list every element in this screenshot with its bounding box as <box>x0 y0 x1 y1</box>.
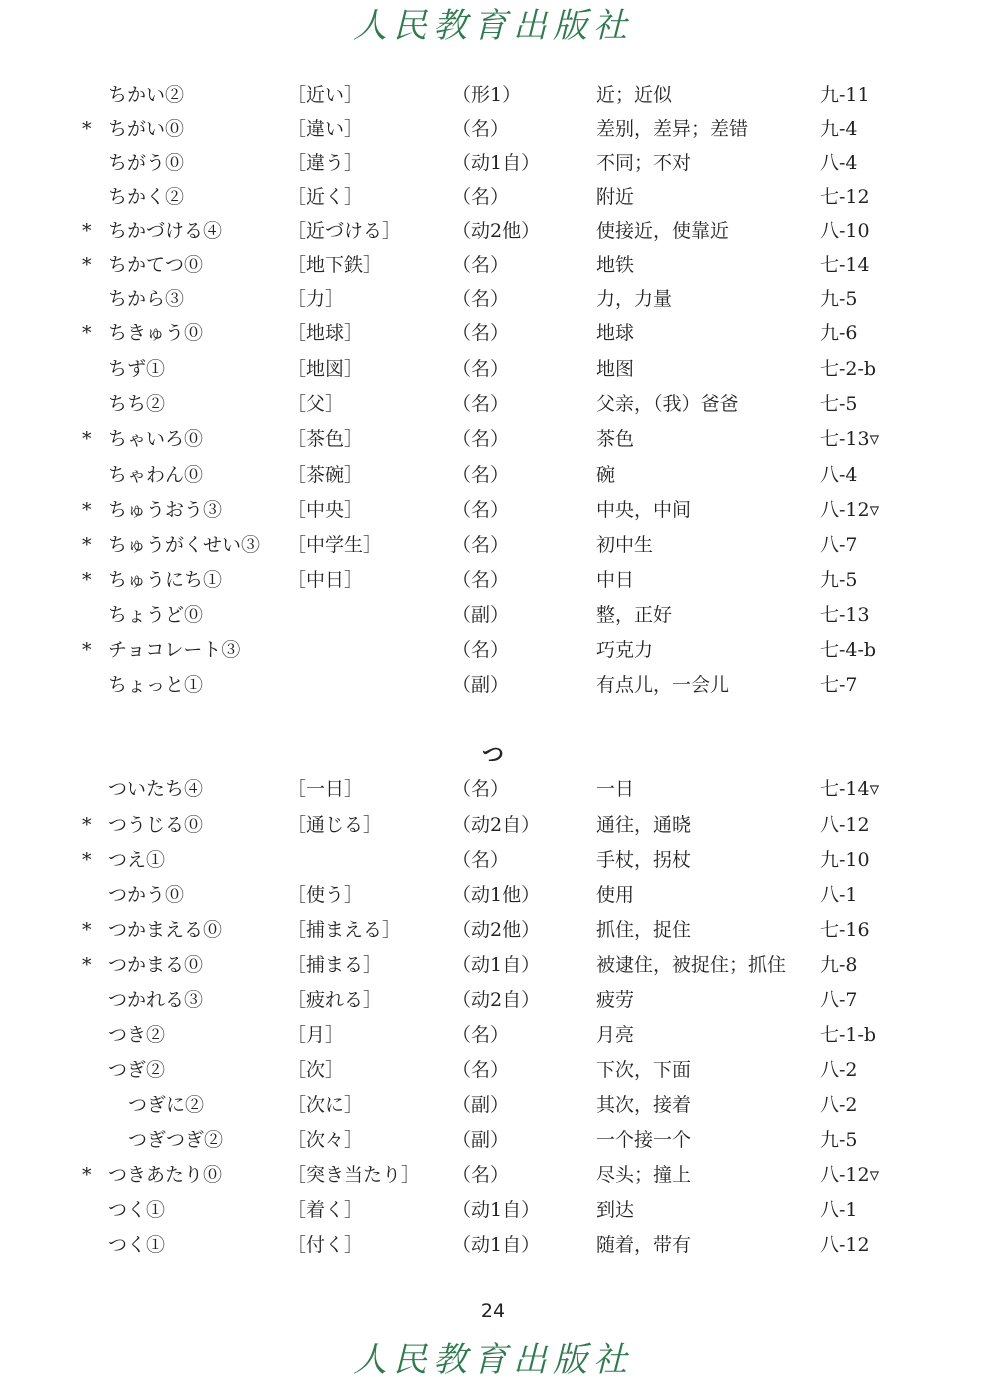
entry-word: ついたち④ <box>108 778 204 800</box>
entry-lesson-ref: 八-4 <box>820 464 858 486</box>
publisher-logo-top: 人民教育出版社 <box>353 6 633 46</box>
entry-part-of-speech: （名） <box>452 1059 510 1081</box>
entry-part-of-speech: （副） <box>452 1129 510 1151</box>
vocab-entry <box>0 843 986 877</box>
entry-part-of-speech: （名） <box>452 499 510 521</box>
entry-word: ちょっと① <box>108 674 204 696</box>
entry-lesson-ref: 八-1 <box>820 884 858 906</box>
entry-word: ちょうど⓪ <box>108 604 204 626</box>
entry-meaning: 差别，差异；差错 <box>596 118 749 140</box>
entry-word: ちず① <box>108 358 166 380</box>
entry-kanji: ［近づける］ <box>287 220 402 242</box>
entry-kanji: ［中学生］ <box>287 534 383 556</box>
entry-meaning: 地铁 <box>596 254 635 276</box>
entry-word: つぎ② <box>108 1059 166 1081</box>
entry-lesson-ref: 九-5 <box>820 569 858 591</box>
entry-meaning: 到达 <box>596 1199 635 1221</box>
entry-meaning: 整，正好 <box>596 604 673 626</box>
entry-meaning: 月亮 <box>596 1024 635 1046</box>
entry-meaning: 父亲，（我）爸爸 <box>596 393 739 415</box>
entry-lesson-ref: 九-4 <box>820 118 858 140</box>
entry-kanji: ［父］ <box>287 393 345 415</box>
vocab-entry <box>0 352 986 386</box>
entry-part-of-speech: （名） <box>452 186 510 208</box>
vocab-entry <box>0 282 986 316</box>
entry-lesson-ref: 九-5 <box>820 1129 858 1151</box>
vocab-entry <box>0 808 986 842</box>
vocab-entry <box>0 493 986 527</box>
entry-word: ちゅうにち① <box>108 569 223 591</box>
entry-meaning: 其次，接着 <box>596 1094 692 1116</box>
vocab-entry <box>0 528 986 562</box>
entry-meaning: 一个接一个 <box>596 1129 692 1151</box>
vocab-entry <box>0 387 986 421</box>
entry-lesson-ref: 七-14 <box>820 254 870 276</box>
entry-lesson-ref: 八-7 <box>820 989 858 1011</box>
vocab-entry <box>0 180 986 214</box>
entry-meaning: 尽头；撞上 <box>596 1164 692 1186</box>
entry-word: ちがい⓪ <box>108 118 185 140</box>
entry-part-of-speech: （副） <box>452 604 510 626</box>
entry-meaning: 抓住，捉住 <box>596 919 692 941</box>
vocab-entry <box>0 1123 986 1157</box>
entry-lesson-ref: 八-7 <box>820 534 858 556</box>
entry-part-of-speech: （名） <box>452 569 510 591</box>
entry-kanji: ［捕まえる］ <box>287 919 402 941</box>
vocab-entry <box>0 458 986 492</box>
entry-lesson-ref: 九-6 <box>820 322 858 344</box>
entry-part-of-speech: （名） <box>452 288 510 310</box>
vocab-entry <box>0 1158 986 1192</box>
entry-kanji: ［茶色］ <box>287 428 364 450</box>
entry-lesson-ref: 七-14▿ <box>820 778 880 800</box>
entry-kanji: ［使う］ <box>287 884 364 906</box>
page-number: 24 <box>480 1300 506 1322</box>
entry-kanji: ［通じる］ <box>287 814 383 836</box>
entry-part-of-speech: （动2自） <box>452 814 541 836</box>
entry-kanji: ［次々］ <box>287 1129 364 1151</box>
entry-lesson-ref: 七-13 <box>820 604 870 626</box>
vocab-entry <box>0 1018 986 1052</box>
entry-lesson-ref: 七-7 <box>820 674 858 696</box>
entry-word: つえ① <box>108 849 166 871</box>
vocab-entry <box>0 1228 986 1262</box>
entry-kanji: ［地球］ <box>287 322 364 344</box>
vocab-entry <box>0 112 986 146</box>
entry-lesson-ref: 八-12▿ <box>820 1164 880 1186</box>
entry-part-of-speech: （名） <box>452 849 510 871</box>
entry-part-of-speech: （名） <box>452 534 510 556</box>
entry-kanji: ［近い］ <box>287 84 364 106</box>
vocab-entry <box>0 78 986 112</box>
entry-part-of-speech: （名） <box>452 393 510 415</box>
star-marker: * <box>82 569 92 591</box>
entry-meaning: 碗 <box>596 464 616 486</box>
entry-lesson-ref: 七-2-b <box>820 358 877 380</box>
entry-lesson-ref: 八-2 <box>820 1059 858 1081</box>
entry-kanji: ［違う］ <box>287 152 364 174</box>
vocab-entry <box>0 1053 986 1087</box>
entry-word: ちから③ <box>108 288 185 310</box>
vocab-entry <box>0 422 986 456</box>
vocab-entry <box>0 146 986 180</box>
entry-word: ちきゅう⓪ <box>108 322 204 344</box>
entry-lesson-ref: 七-12 <box>820 186 870 208</box>
entry-lesson-ref: 九-5 <box>820 288 858 310</box>
star-marker: * <box>82 639 92 661</box>
star-marker: * <box>82 428 92 450</box>
entry-meaning: 一日 <box>596 778 635 800</box>
entry-part-of-speech: （动1自） <box>452 1234 541 1256</box>
entry-word: ちかい② <box>108 84 185 106</box>
entry-meaning: 使用 <box>596 884 635 906</box>
entry-part-of-speech: （副） <box>452 1094 510 1116</box>
entry-meaning: 地球 <box>596 322 635 344</box>
vocab-entry <box>0 248 986 282</box>
entry-lesson-ref: 七-4-b <box>820 639 877 661</box>
star-marker: * <box>82 322 92 344</box>
entry-part-of-speech: （动1自） <box>452 954 541 976</box>
star-marker: * <box>82 118 92 140</box>
entry-word: ちゃわん⓪ <box>108 464 204 486</box>
entry-meaning: 巧克力 <box>596 639 654 661</box>
entry-word: つぎつぎ② <box>128 1129 224 1151</box>
entry-kanji: ［付く］ <box>287 1234 364 1256</box>
entry-part-of-speech: （动1自） <box>452 152 541 174</box>
entry-kanji: ［違い］ <box>287 118 364 140</box>
entry-lesson-ref: 八-12▿ <box>820 499 880 521</box>
entry-meaning: 被逮住，被捉住；抓住 <box>596 954 787 976</box>
entry-word: ちゅうおう③ <box>108 499 223 521</box>
vocab-entry <box>0 878 986 912</box>
vocab-entry <box>0 913 986 947</box>
entry-part-of-speech: （名） <box>452 358 510 380</box>
vocab-entry <box>0 1088 986 1122</box>
publisher-logo-bottom: 人民教育出版社 <box>353 1340 633 1380</box>
entry-meaning: 使接近，使靠近 <box>596 220 730 242</box>
entry-kanji: ［地図］ <box>287 358 364 380</box>
entry-part-of-speech: （副） <box>452 674 510 696</box>
entry-part-of-speech: （名） <box>452 1024 510 1046</box>
vocab-entry <box>0 214 986 248</box>
entry-lesson-ref: 八-1 <box>820 1199 858 1221</box>
entry-kanji: ［着く］ <box>287 1199 364 1221</box>
entry-kanji: ［中日］ <box>287 569 364 591</box>
entry-part-of-speech: （名） <box>452 428 510 450</box>
entry-kanji: ［疲れる］ <box>287 989 383 1011</box>
entry-meaning: 通往，通晓 <box>596 814 692 836</box>
entry-meaning: 力，力量 <box>596 288 673 310</box>
vocab-entry <box>0 563 986 597</box>
entry-word: つうじる⓪ <box>108 814 204 836</box>
entry-lesson-ref: 七-13▿ <box>820 428 880 450</box>
vocab-entry <box>0 316 986 350</box>
entry-part-of-speech: （名） <box>452 464 510 486</box>
entry-word: つかまえる⓪ <box>108 919 223 941</box>
vocab-entry <box>0 598 986 632</box>
entry-kanji: ［地下鉄］ <box>287 254 383 276</box>
entry-meaning: 不同；不对 <box>596 152 692 174</box>
entry-kanji: ［月］ <box>287 1024 345 1046</box>
vocab-entry <box>0 633 986 667</box>
star-marker: * <box>82 1164 92 1186</box>
entry-part-of-speech: （形1） <box>452 84 522 106</box>
entry-word: ちゃいろ⓪ <box>108 428 204 450</box>
entry-word: つく① <box>108 1234 166 1256</box>
entry-lesson-ref: 七-16 <box>820 919 870 941</box>
entry-kanji: ［次に］ <box>287 1094 364 1116</box>
entry-word: ちかづける④ <box>108 220 223 242</box>
star-marker: * <box>82 814 92 836</box>
vocab-entry <box>0 1193 986 1227</box>
entry-part-of-speech: （名） <box>452 118 510 140</box>
entry-word: つぎに② <box>128 1094 205 1116</box>
entry-part-of-speech: （动1自） <box>452 1199 541 1221</box>
entry-lesson-ref: 八-2 <box>820 1094 858 1116</box>
star-marker: * <box>82 534 92 556</box>
entry-meaning: 初中生 <box>596 534 654 556</box>
entry-meaning: 手杖，拐杖 <box>596 849 692 871</box>
star-marker: * <box>82 954 92 976</box>
entry-meaning: 地图 <box>596 358 635 380</box>
entry-part-of-speech: （动1他） <box>452 884 541 906</box>
entry-lesson-ref: 七-5 <box>820 393 858 415</box>
star-marker: * <box>82 254 92 276</box>
entry-kanji: ［一日］ <box>287 778 364 800</box>
vocab-entry <box>0 983 986 1017</box>
entry-meaning: 附近 <box>596 186 635 208</box>
entry-word: つかれる③ <box>108 989 204 1011</box>
entry-lesson-ref: 七-1-b <box>820 1024 877 1046</box>
star-marker: * <box>82 499 92 521</box>
star-marker: * <box>82 220 92 242</box>
entry-meaning: 茶色 <box>596 428 635 450</box>
entry-meaning: 有点儿，一会儿 <box>596 674 730 696</box>
entry-lesson-ref: 八-10 <box>820 220 870 242</box>
entry-kanji: ［茶碗］ <box>287 464 364 486</box>
entry-meaning: 随着，带有 <box>596 1234 692 1256</box>
entry-word: つかまる⓪ <box>108 954 204 976</box>
entry-lesson-ref: 九-10 <box>820 849 870 871</box>
entry-lesson-ref: 八-12 <box>820 1234 870 1256</box>
entry-word: つき② <box>108 1024 166 1046</box>
entry-meaning: 中日 <box>596 569 635 591</box>
entry-word: ちゅうがくせい③ <box>108 534 261 556</box>
vocab-entry <box>0 772 986 806</box>
entry-word: つきあたり⓪ <box>108 1164 223 1186</box>
entry-lesson-ref: 九-8 <box>820 954 858 976</box>
entry-word: ちかく② <box>108 186 185 208</box>
entry-meaning: 近；近似 <box>596 84 673 106</box>
entry-part-of-speech: （名） <box>452 254 510 276</box>
entry-word: つかう⓪ <box>108 884 185 906</box>
entry-part-of-speech: （名） <box>452 1164 510 1186</box>
entry-meaning: 中央，中间 <box>596 499 692 521</box>
entry-kanji: ［力］ <box>287 288 345 310</box>
entry-kanji: ［中央］ <box>287 499 364 521</box>
entry-kanji: ［捕まる］ <box>287 954 383 976</box>
vocab-entry <box>0 948 986 982</box>
entry-word: チョコレート③ <box>108 639 241 661</box>
entry-part-of-speech: （名） <box>452 778 510 800</box>
entry-word: ちかてつ⓪ <box>108 254 204 276</box>
entry-part-of-speech: （动2他） <box>452 919 541 941</box>
entry-part-of-speech: （动2他） <box>452 220 541 242</box>
entry-lesson-ref: 八-4 <box>820 152 858 174</box>
entry-meaning: 疲劳 <box>596 989 635 1011</box>
entry-part-of-speech: （名） <box>452 639 510 661</box>
entry-kanji: ［突き当たり］ <box>287 1164 421 1186</box>
entry-part-of-speech: （动2自） <box>452 989 541 1011</box>
entry-word: ちがう⓪ <box>108 152 185 174</box>
vocab-entry <box>0 668 986 702</box>
entry-lesson-ref: 九-11 <box>820 84 870 106</box>
entry-word: つく① <box>108 1199 166 1221</box>
section-heading-tsu: つ <box>481 743 504 768</box>
entry-kanji: ［近く］ <box>287 186 364 208</box>
entry-part-of-speech: （名） <box>452 322 510 344</box>
entry-kanji: ［次］ <box>287 1059 345 1081</box>
entry-lesson-ref: 八-12 <box>820 814 870 836</box>
entry-meaning: 下次，下面 <box>596 1059 692 1081</box>
entry-word: ちち② <box>108 393 166 415</box>
star-marker: * <box>82 919 92 941</box>
star-marker: * <box>82 849 92 871</box>
